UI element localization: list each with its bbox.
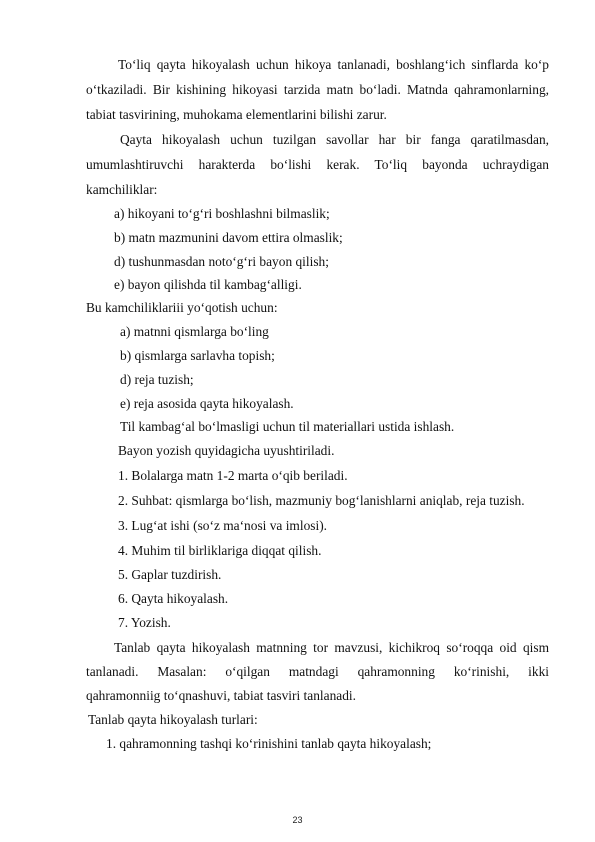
- order-heading: Bayon yozish quyidagicha uyushtiriladi.: [118, 443, 335, 458]
- page-number: 23: [292, 815, 303, 825]
- paragraph-3-line-3: qahramonniig to‘qnashuvi, tabiat tasviri tanlanadi.: [86, 688, 356, 703]
- type-1: 1. qahramonning tashqi ko‘rinishini tanlab qayta hikoyalash;: [106, 736, 432, 751]
- step-1: 1. Bolalarga matn 1-2 marta o‘qib beriladi.: [118, 468, 348, 483]
- paragraph-2-line-1: Qayta hikoyalash uchun tuzilgan savollar har bir fanga qaratilmasdan,: [120, 132, 549, 147]
- step-5: 5. Gaplar tuzdirish.: [118, 567, 222, 582]
- fix-d: d) reja tuzish;: [120, 372, 194, 387]
- language-line: Til kambag‘al bo‘lmasligi uchun til materiallari ustida ishlash.: [120, 419, 455, 434]
- fix-b: b) qismlarga sarlavha topish;: [120, 348, 275, 363]
- shortcoming-d: d) tushunmasdan noto‘g‘ri bayon qilish;: [114, 254, 329, 269]
- paragraph-1-line-3: tabiat tasvirining, muhokama elementlarini bilishi zarur.: [86, 107, 387, 122]
- paragraph-3-line-1: Tanlab qayta hikoyalash matnning tor mavzusi, kichikroq so‘roqqa oid qism: [114, 640, 549, 655]
- step-4: 4. Muhim til birliklariga diqqat qilish.: [118, 543, 322, 558]
- fix-a: a) matnni qismlarga bo‘ling: [120, 324, 269, 339]
- paragraph-2-line-3: kamchiliklar:: [86, 182, 158, 197]
- fix-heading: Bu kamchiliklariii yo‘qotish uchun:: [86, 300, 278, 315]
- shortcoming-b: b) matn mazmunini davom ettira olmaslik;: [114, 230, 343, 245]
- step-2: 2. Suhbat: qismlarga bo‘lish, mazmuniy bog‘lanishlarni aniqlab, reja tuzish.: [118, 493, 525, 508]
- paragraph-1-line-1: To‘liq qayta hikoyalash uchun hikoya tanlanadi, boshlang‘ich sinflarda ko‘p: [118, 57, 549, 72]
- paragraph-1-line-2: o‘tkaziladi. Bir kishining hikoyasi tarzida matn bo‘ladi. Matnda qahramonlarning,: [86, 82, 549, 97]
- step-3: 3. Lug‘at ishi (so‘z ma‘nosi va imlosi).: [118, 518, 328, 533]
- paragraph-3-line-2: tanlanadi. Masalan: o‘qilgan matndagi qahramonning ko‘rinishi, ikki: [86, 664, 549, 679]
- types-heading: Tanlab qayta hikoyalash turlari:: [88, 712, 258, 727]
- step-6: 6. Qayta hikoyalash.: [118, 591, 229, 606]
- shortcoming-a: a) hikoyani to‘g‘ri boshlashni bilmaslik;: [114, 206, 330, 221]
- shortcoming-e: e) bayon qilishda til kambag‘alligi.: [114, 277, 302, 292]
- paragraph-2-line-2: umumlashtiruvchi harakterda bo‘lishi kerak. To‘liq bayonda uchraydigan: [86, 157, 549, 172]
- fix-e: e) reja asosida qayta hikoyalash.: [120, 396, 294, 411]
- step-7: 7. Yozish.: [118, 615, 171, 630]
